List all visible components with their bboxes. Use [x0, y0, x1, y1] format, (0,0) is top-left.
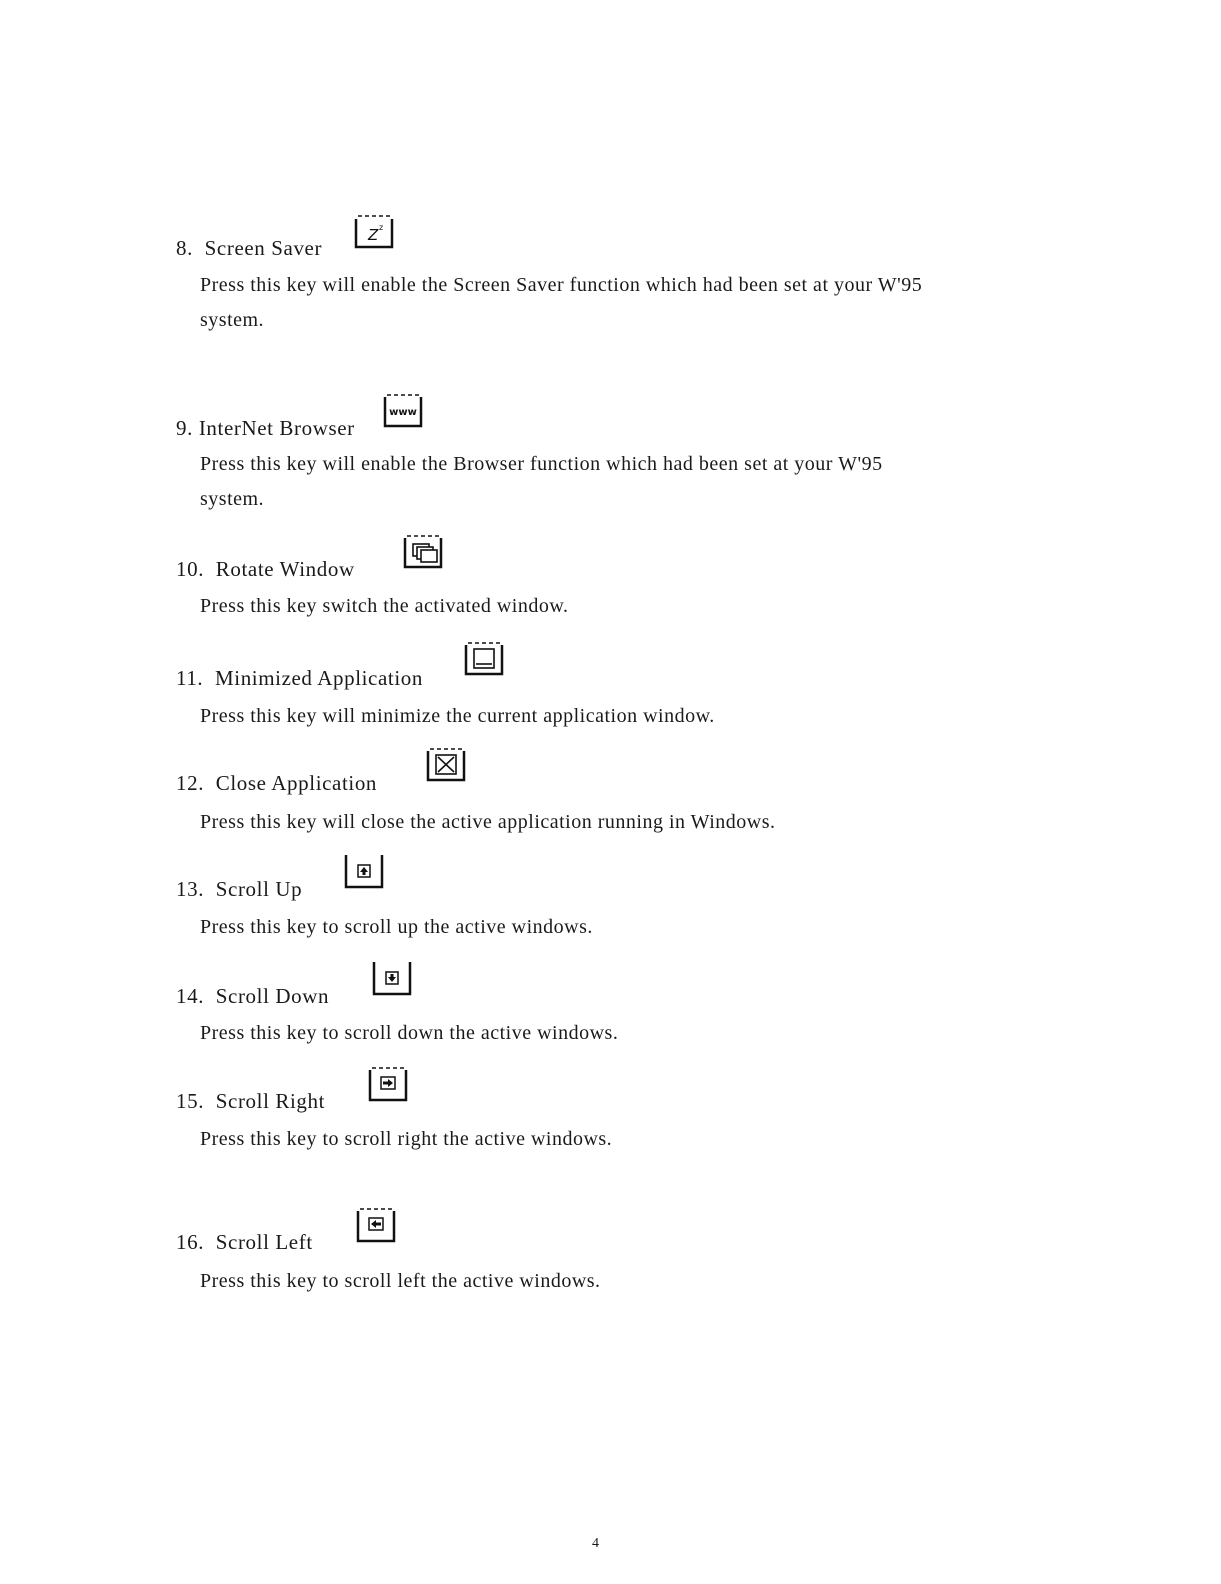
item-description — [200, 805, 1050, 840]
item-number: 12. — [176, 771, 205, 795]
svg-text:Z: Z — [368, 226, 379, 244]
item-heading — [176, 984, 329, 1009]
item-title: Scroll Left — [215, 1230, 313, 1254]
description-line: Press this key switch the activated window. — [200, 595, 569, 617]
description-line: system. — [200, 309, 265, 331]
description-line: Press this key will enable the Screen Saver function which had been set at your W'95 — [200, 274, 923, 296]
svg-text:www: www — [389, 407, 417, 418]
scroll-right-key-icon — [367, 1066, 409, 1104]
scroll-left-key-icon — [355, 1207, 397, 1245]
item-description — [200, 699, 1050, 734]
item-description — [200, 910, 1050, 945]
description-line: Press this key to scroll down the active windows. — [200, 1022, 619, 1044]
item-description — [200, 447, 1050, 517]
description-line: Press this key to scroll up the active windows. — [200, 916, 593, 938]
internet-browser-key-icon — [382, 392, 424, 430]
item-title: Screen Saver — [204, 236, 323, 260]
item-description — [200, 1016, 1050, 1051]
description-line: Press this key to scroll left the active windows. — [200, 1270, 601, 1292]
item-title: Scroll Right — [215, 1089, 326, 1113]
item-description — [200, 268, 1050, 338]
item-heading — [176, 557, 355, 582]
description-line: system. — [200, 488, 265, 510]
close-key-icon — [425, 746, 467, 784]
item-number: 11. — [176, 666, 204, 690]
scroll-up-key-icon — [343, 853, 385, 891]
item-description — [200, 589, 1050, 624]
item-number: 14. — [176, 984, 205, 1008]
page-number: 4 — [592, 1536, 599, 1551]
item-title: Minimized Application — [214, 666, 423, 690]
description-line: Press this key to scroll right the active windows. — [200, 1128, 613, 1150]
item-title: Rotate Window — [215, 557, 355, 581]
item-heading — [176, 666, 423, 691]
item-description — [200, 1122, 1050, 1157]
item-title: Scroll Up — [215, 877, 303, 901]
item-heading — [176, 771, 377, 796]
item-heading — [176, 877, 302, 902]
item-number: 15. — [176, 1089, 205, 1113]
item-number: 8. — [176, 236, 193, 260]
item-number: 13. — [176, 877, 205, 901]
minimize-key-icon — [463, 640, 505, 678]
scroll-down-key-icon — [371, 960, 413, 998]
item-heading — [176, 1089, 325, 1114]
item-heading — [176, 416, 355, 441]
description-line: Press this key will minimize the current application window. — [200, 705, 715, 727]
item-number: 10. — [176, 557, 205, 581]
item-description — [200, 1264, 1050, 1299]
item-number: 16. — [176, 1230, 205, 1254]
item-heading — [176, 236, 322, 261]
item-number: 9. — [176, 416, 193, 440]
item-title: Scroll Down — [215, 984, 330, 1008]
item-title: Close Application — [215, 771, 378, 795]
item-title: InterNet Browser — [198, 416, 355, 440]
screen-saver-key-icon — [353, 213, 395, 251]
rotate-window-key-icon — [402, 533, 444, 571]
description-line: Press this key will enable the Browser function which had been set at your W'95 — [200, 453, 883, 475]
svg-text:z: z — [379, 223, 384, 232]
item-heading — [176, 1230, 313, 1255]
description-line: Press this key will close the active application running in Windows. — [200, 811, 776, 833]
